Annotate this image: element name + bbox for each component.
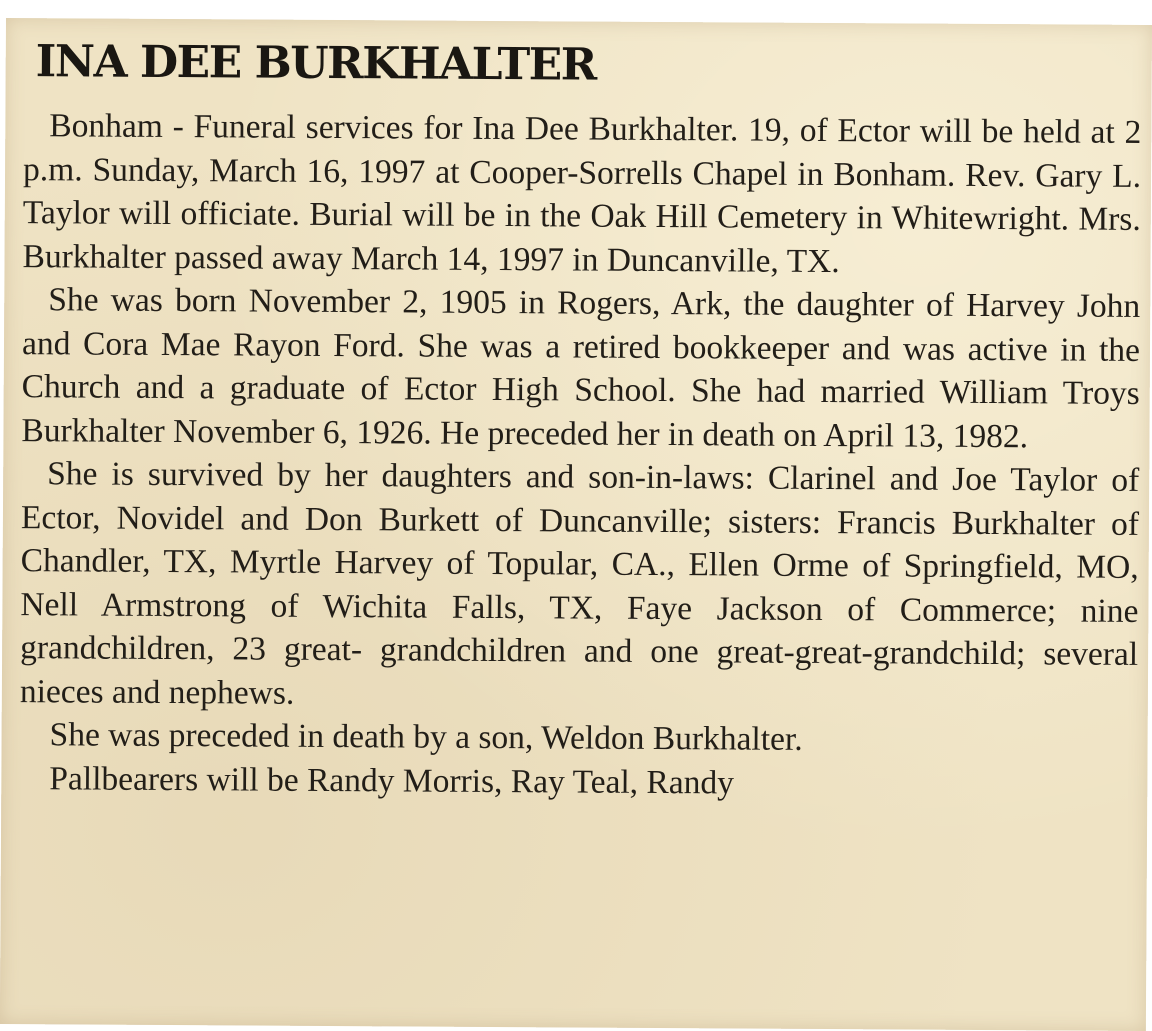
paragraph-survivors: She is survived by her daughters and son-in-laws: Clarinel and Joe Taylor of Ector, Novidel and Don Burkett of Duncanville; sisters: Francis Burkhalter of Chandler, TX, Myrtle Harvey of Topular, CA., Ellen Orme of Springfield, MO, Nell Armstrong of Wichita Falls, TX, Faye Jackson of Commerce; nine grandchildren, 23 great- grandchildren and one great-great-grandchild; several nieces and nephews. bbox=[19, 455, 1140, 712]
newspaper-clipping bbox=[0, 18, 1152, 1031]
paragraph-biography: She was born November 2, 1905 in Rogers, Ark, the daughter of Harvey John and Cora Mae Rayon Ford. She was a retired bookkeeper and was active in the Church and a graduate of Ector High School. She had married William Troys Burkhalter November 6, 1926. He preceded her in death on April 13, 1982. bbox=[21, 281, 1141, 455]
paragraph-funeral-services: Bonham - Funeral services for Ina Dee Burkhalter. 19, of Ector will be held at 2 p.m. Sunday, March 16, 1997 at Cooper-Sorrells Chapel in Bonham. Rev. Gary L. Taylor will officiate. Burial will be in the Oak Hill Cemetery in Whitewright. Mrs. Burkhalter passed away March 14, 1997 in Duncanville, TX. bbox=[22, 107, 1142, 280]
paragraph-pallbearers: Pallbearers will be Randy Morris, Ray Teal, Randy bbox=[49, 759, 735, 801]
obituary-body bbox=[19, 104, 1141, 807]
paragraph-preceded-in-death: She was preceded in death by a son, Weldon Burkhalter. bbox=[49, 716, 803, 758]
obituary-headline: INA DEE BURKHALTER bbox=[35, 36, 596, 91]
